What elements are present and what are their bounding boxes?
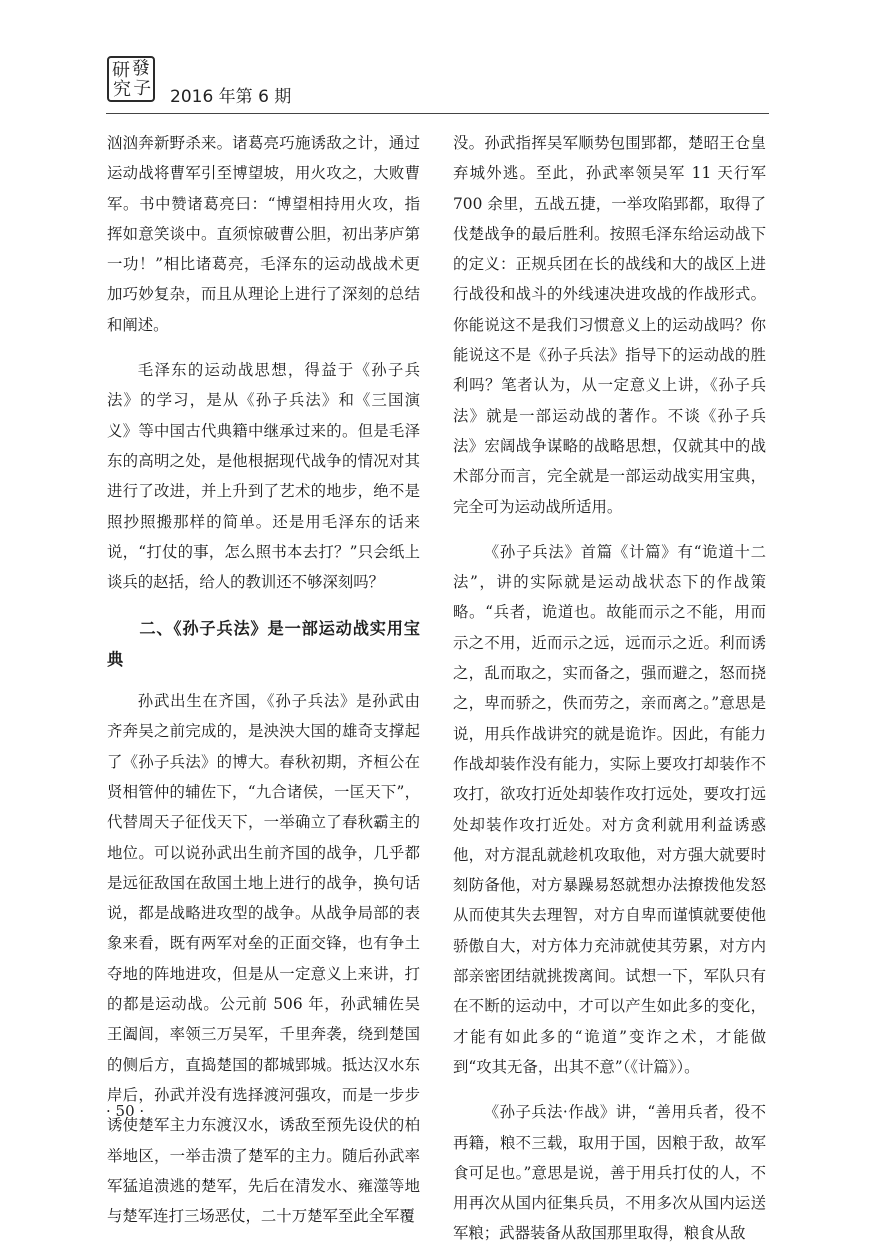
journal-logo — [107, 56, 155, 102]
logo-char: 研 — [112, 60, 130, 81]
paragraph: 没。孙武指挥吴军顺势包围郢都，楚昭王仓皇弃城外逃。至此，孙武率领吴军 11 天行军 700 余里，五战五捷，一举攻陷郢都，取得了伐楚战争的最后胜利。按照毛泽东给运动战下的定义：正规兵团在长的战线和大的战区上进行战役和战斗的外线速决进攻战的作战形式。你能说这不是我们习惯意义上的运动战吗？你能说这不是《孙子兵法》指导下的运动战的胜利吗？笔者认为，从一定意义上讲，《孙子兵法》就是一部运动战的著作。不谈《孙子兵法》宏阔战争谋略的战略思想，仅就其中的战术部分而言，完全就是一部运动战实用宝典，完全可为运动战所适用。 — [453, 134, 766, 516]
left-column — [107, 128, 420, 1231]
page-number: · 50 · — [106, 1102, 145, 1120]
header-divider — [106, 113, 769, 114]
paragraph: 《孙子兵法·作战》讲，“善用兵者，役不再籍，粮不三载，取用于国，因粮于敌，故军食可足也。”意思是说，善于用兵打仗的人，不用再次从国内征集兵员，不用多次从国内运送军粮；武器装备从敌国那里取得，粮食从敌 — [453, 1103, 766, 1243]
paragraph: 毛泽东的运动战思想，得益于《孙子兵法》的学习，是从《孙子兵法》和《三国演义》等中国古代典籍中继承过来的。但是毛泽东的高明之处，是他根据现代战争的情况对其进行了改进，并上升到了艺术的地步，绝不是照抄照搬那样的简单。还是用毛泽东的话来说，“打仗的事，怎么照书本去打？”只会纸上谈兵的赵括，给人的教训还不够深刻吗？ — [107, 361, 420, 592]
logo-char: 發 — [130, 57, 151, 80]
logo-char: 子 — [132, 77, 153, 100]
section-heading: 二、《孙子兵法》是一部运动战实用宝典 — [107, 619, 420, 669]
paragraph: 《孙子兵法》首篇《计篇》有“诡道十二法”，讲的实际就是运动战状态下的作战策略。“兵者，诡道也。故能而示之不能，用而示之不用，近而示之远，远而示之近。利而诱之，乱而取之，实而备之，强而避之，怒而挠之，卑而骄之，佚而劳之，亲而离之。”意思是说，用兵作战讲究的就是诡诈。因此，有能力作战却装作没有能力，实际上要攻打却装作不攻打，欲攻打近处却装作攻打远处，要攻打远处却装作攻打近处。对方贪利就用利益诱惑他，对方混乱就趁机攻取他，对方强大就要时刻防备他，对方暴躁易怒就想办法撩拨他发怒从而使其失去理智，对方自卑而谨慎就要使他骄傲自大，对方体力充沛就使其劳累，对方内部亲密团结就挑拨离间。试想一下，军队只有在不断的运动中，才可以产生如此多的变化，才能有如此多的“诡道”变诈之术，才能做到“攻其无备，出其不意”（《计篇》）。 — [453, 542, 766, 1076]
paragraph: 孙武出生在齐国，《孙子兵法》是孙武由齐奔吴之前完成的，是泱泱大国的雄奇支撑起了《孙子兵法》的博大。春秋初期，齐桓公在贤相管仲的辅佐下，“九合诸侯，一匡天下”，代替周天子征伐天下，一举确立了春秋霸主的地位。可以说孙武出生前齐国的战争，几乎都是远征敌国在敌国土地上进行的战争，换句话说，都是战略进攻型的战争。从战争局部的表象来看，既有两军对垒的正面交锋，也有争土夺地的阵地进攻，但是从一定意义上来讲，打的都是运动战。公元前 506 年，孙武辅佐吴王阖闾，率领三万吴军，千里奔袭，绕到楚国的侧后方，直捣楚国的都城郢城。抵达汉水东岸后，孙武并没有选择渡河强攻，而是一步步诱使楚军主力东渡汉水，诱敌至预先设伏的柏举地区，一举击溃了楚军的主力。随后孙武率军猛追溃逃的楚军，先后在清发水、雍澨等地与楚军连打三场恶仗，二十万楚军至此全军覆 — [107, 692, 420, 1226]
right-column — [453, 128, 766, 1249]
paragraph: 汹汹奔新野杀来。诸葛亮巧施诱敌之计，通过运动战将曹军引至博望坡，用火攻之，大败曹军。书中赞诸葛亮曰：“博望相持用火攻，指挥如意笑谈中。直须惊破曹公胆，初出茅庐第一功！”相比诸葛亮，毛泽东的运动战战术更加巧妙复杂，而且从理论上进行了深刻的总结和阐述。 — [107, 134, 420, 334]
logo-char: 究 — [113, 79, 131, 100]
issue-label: 2016 年第 6 期 — [170, 87, 292, 107]
